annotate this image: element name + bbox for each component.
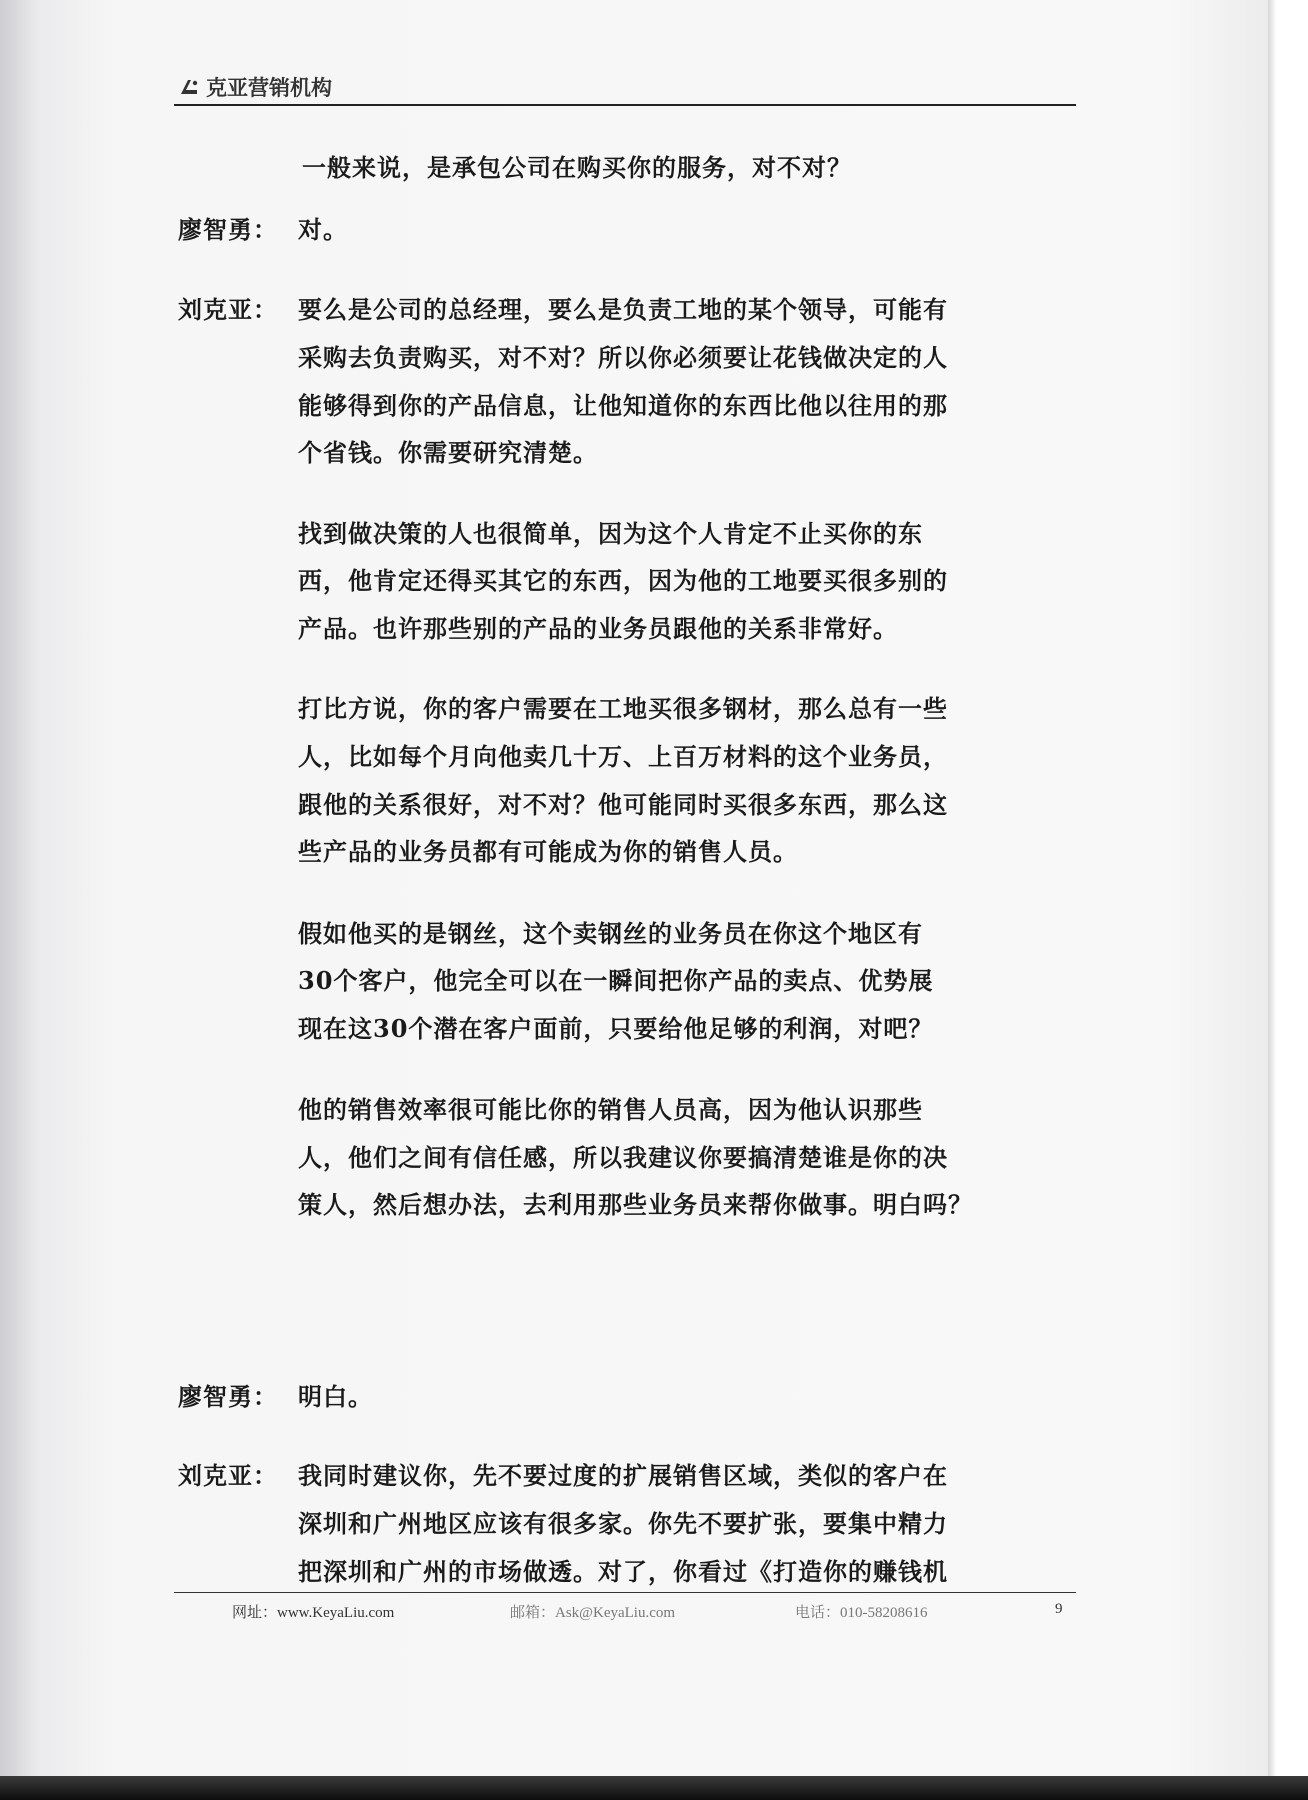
text-line: 个省钱。你需要研究清楚。 bbox=[298, 438, 598, 467]
footer-website: 网址：www.KeyaLiu.com bbox=[232, 1605, 395, 1621]
footer-phone: 电话：010-58208616 bbox=[795, 1605, 928, 1621]
speaker-label: 刘克亚： bbox=[178, 295, 278, 324]
text-line: 人，他们之间有信任感，所以我建议你要搞清楚谁是你的决 bbox=[298, 1143, 948, 1172]
text-line: 我同时建议你，先不要过度的扩展销售区域，类似的客户在 bbox=[298, 1461, 948, 1490]
text-line: 人，比如每个月向他卖几十万、上百万材料的这个业务员， bbox=[298, 742, 948, 771]
text-line: 深圳和广州地区应该有很多家。你先不要扩张，要集中精力 bbox=[298, 1509, 948, 1538]
text-line: 打比方说，你的客户需要在工地买很多钢材，那么总有一些 bbox=[298, 694, 948, 723]
text-line: 要么是公司的总经理，要么是负责工地的某个领导，可能有 bbox=[298, 295, 948, 324]
text-line: 对。 bbox=[298, 215, 348, 244]
header-logo bbox=[178, 74, 332, 100]
keya-logo-icon bbox=[178, 76, 200, 98]
text-line: 找到做决策的人也很简单，因为这个人肯定不止买你的东 bbox=[298, 519, 923, 548]
text-line: 他的销售效率很可能比你的销售人员高，因为他认识那些 bbox=[298, 1095, 923, 1124]
text-line: 产品。也许那些别的产品的业务员跟他的关系非常好。 bbox=[298, 614, 898, 643]
footer-rule bbox=[174, 1592, 1076, 1593]
page-number: 9 bbox=[1055, 1601, 1063, 1617]
text-line: 明白。 bbox=[298, 1382, 373, 1411]
speaker-label: 刘克亚： bbox=[178, 1461, 278, 1490]
logo-text: 克亚营销机构 bbox=[206, 76, 332, 100]
text-line: 把深圳和广州的市场做透。对了，你看过《打造你的赚钱机 bbox=[298, 1557, 948, 1586]
speaker-label: 廖智勇： bbox=[178, 215, 278, 244]
text-line: 些产品的业务员都有可能成为你的销售人员。 bbox=[298, 837, 798, 866]
text-line: 采购去负责购买，对不对？所以你必须要让花钱做决定的人 bbox=[298, 343, 948, 372]
scanner-edge bbox=[0, 1776, 1308, 1800]
text-line: 现在这30个潜在客户面前，只要给他足够的利润，对吧？ bbox=[298, 1014, 934, 1043]
header-rule bbox=[174, 104, 1076, 106]
text-line: 30个客户，他完全可以在一瞬间把你产品的卖点、优势展 bbox=[298, 966, 934, 995]
text-line: 西，他肯定还得买其它的东西，因为他的工地要买很多别的 bbox=[298, 566, 948, 595]
text-line: 策人，然后想办法，去利用那些业务员来帮你做事。明白吗？ bbox=[298, 1190, 973, 1219]
text-line: 跟他的关系很好，对不对？他可能同时买很多东西，那么这 bbox=[298, 790, 948, 819]
text-line: 一般来说，是承包公司在购买你的服务，对不对？ bbox=[302, 153, 852, 182]
text-line: 能够得到你的产品信息，让他知道你的东西比他以往用的那 bbox=[298, 391, 948, 420]
speaker-label: 廖智勇： bbox=[178, 1382, 278, 1411]
text-line: 假如他买的是钢丝，这个卖钢丝的业务员在你这个地区有 bbox=[298, 919, 923, 948]
footer-email: 邮箱：Ask@KeyaLiu.com bbox=[510, 1605, 676, 1621]
